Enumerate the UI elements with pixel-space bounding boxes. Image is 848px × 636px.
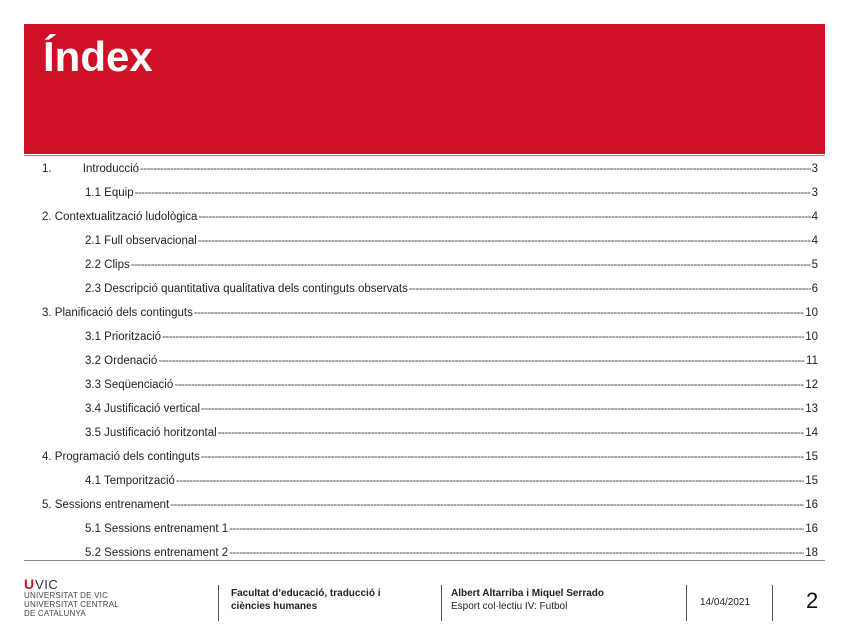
toc-entry-label: 3.3 Seqüenciació [85, 379, 174, 391]
toc-entry[interactable] [85, 278, 818, 300]
toc-entry[interactable] [42, 446, 818, 468]
faculty-line: ciències humanes [231, 601, 318, 612]
toc-entry-page: 12 [805, 379, 818, 391]
toc-entry-page: 3 [811, 187, 818, 199]
logo-line: DE CATALUNYA [24, 609, 86, 618]
toc-entry-page: 13 [805, 403, 818, 415]
toc-entry-label: 1.1 Equip [85, 187, 134, 199]
toc-entry-page: 4 [811, 235, 818, 247]
faculty-line: Facultat d’educació, traducció i [231, 588, 381, 599]
toc-leader [140, 162, 811, 176]
toc-leader [229, 522, 804, 536]
toc-entry[interactable] [42, 494, 818, 516]
title-banner [24, 24, 825, 154]
logo-u: U [24, 576, 35, 592]
toc-leader [194, 306, 804, 320]
toc-entry-page: 6 [811, 283, 818, 295]
toc-entry-label: 4.1 Temporització [85, 475, 175, 487]
footer-separator [686, 585, 687, 621]
toc-entry[interactable] [85, 518, 818, 540]
toc-entry[interactable] [85, 398, 818, 420]
toc-entry-page: 18 [805, 547, 818, 559]
toc-entry-label: 3.2 Ordenació [85, 355, 158, 367]
toc-leader [170, 498, 804, 512]
toc-entry-page: 16 [805, 523, 818, 535]
toc-entry-label: 5. Sessions entrenament [42, 499, 170, 511]
toc-entry-label: 2.3 Descripció quantitativa qualitativa dels continguts observats [85, 283, 408, 295]
logo-line: UNIVERSITAT CENTRAL [24, 600, 119, 609]
toc-entry-label: 3. Planificació dels continguts [42, 307, 193, 319]
toc-leader [198, 234, 811, 248]
toc-entry-label: 4. Programació dels continguts [42, 451, 200, 463]
toc-entry[interactable] [85, 182, 818, 204]
toc-entry-page: 10 [805, 307, 818, 319]
toc-entry[interactable] [42, 158, 818, 180]
footer [0, 565, 848, 636]
toc-entry-page: 10 [805, 331, 818, 343]
toc-leader [158, 354, 805, 368]
toc-entry-page: 14 [805, 427, 818, 439]
toc-entry-page: 5 [811, 259, 818, 271]
logo-line: UNIVERSITAT DE VIC [24, 591, 109, 600]
toc-leader [131, 258, 811, 272]
date: 14/04/2021 [700, 597, 751, 608]
toc-entry-label: 3.5 Justificació horitzontal [85, 427, 217, 439]
toc-entry-page: 15 [805, 475, 818, 487]
toc-leader [162, 330, 804, 344]
toc-entry[interactable] [85, 422, 818, 444]
toc-leader [174, 378, 804, 392]
toc-leader [201, 450, 804, 464]
toc-entry-page: 3 [811, 163, 818, 175]
toc-entry[interactable] [42, 302, 818, 324]
uvic-logo [24, 577, 204, 618]
bottom-divider [24, 560, 825, 561]
toc-entry-label: 3.1 Priorització [85, 331, 162, 343]
toc-entry-page: 11 [806, 355, 818, 367]
footer-separator [772, 585, 773, 621]
toc-leader [135, 186, 811, 200]
toc-entry[interactable] [85, 254, 818, 276]
toc-entry[interactable] [85, 374, 818, 396]
toc-entry[interactable] [85, 350, 818, 372]
page-number: 2 [806, 588, 819, 613]
toc-entry-label: Introducció [82, 163, 140, 175]
toc-entry[interactable] [85, 326, 818, 348]
page-title: Índex [43, 33, 153, 80]
toc-entry-label: 2.1 Full observacional [85, 235, 197, 247]
toc-leader [218, 426, 805, 440]
toc-entry[interactable] [85, 230, 818, 252]
toc-entry-label: 2. Contextualització ludològica [42, 211, 198, 223]
footer-separator [218, 585, 219, 621]
toc-entry-label: 2.2 Clips [85, 259, 130, 271]
toc-leader [409, 282, 811, 296]
faculty-name [231, 587, 431, 613]
toc-leader [198, 210, 810, 224]
toc-leader [229, 546, 804, 560]
authors-name: Albert Altarriba i Miquel Serrado [451, 588, 604, 599]
authors-block [451, 587, 681, 613]
logo-mark [24, 577, 204, 591]
toc-entry-number: 1. [42, 163, 52, 175]
toc-leader [176, 474, 804, 488]
toc-entry-label: 5.1 Sessions entrenament 1 [85, 523, 229, 535]
toc-entry-label: 3.4 Justificació vertical [85, 403, 201, 415]
toc-entry-page: 16 [805, 499, 818, 511]
toc-entry-label: 5.2 Sessions entrenament 2 [85, 547, 229, 559]
toc-entry-page: 15 [805, 451, 818, 463]
toc-entry-page: 4 [811, 211, 818, 223]
toc-leader [201, 402, 804, 416]
top-divider [24, 155, 825, 156]
course-name: Esport col·lectiu IV: Futbol [451, 601, 568, 612]
footer-separator [441, 585, 442, 621]
logo-vic: VIC [35, 576, 59, 592]
toc-entry[interactable] [42, 206, 818, 228]
toc-entry[interactable] [85, 470, 818, 492]
